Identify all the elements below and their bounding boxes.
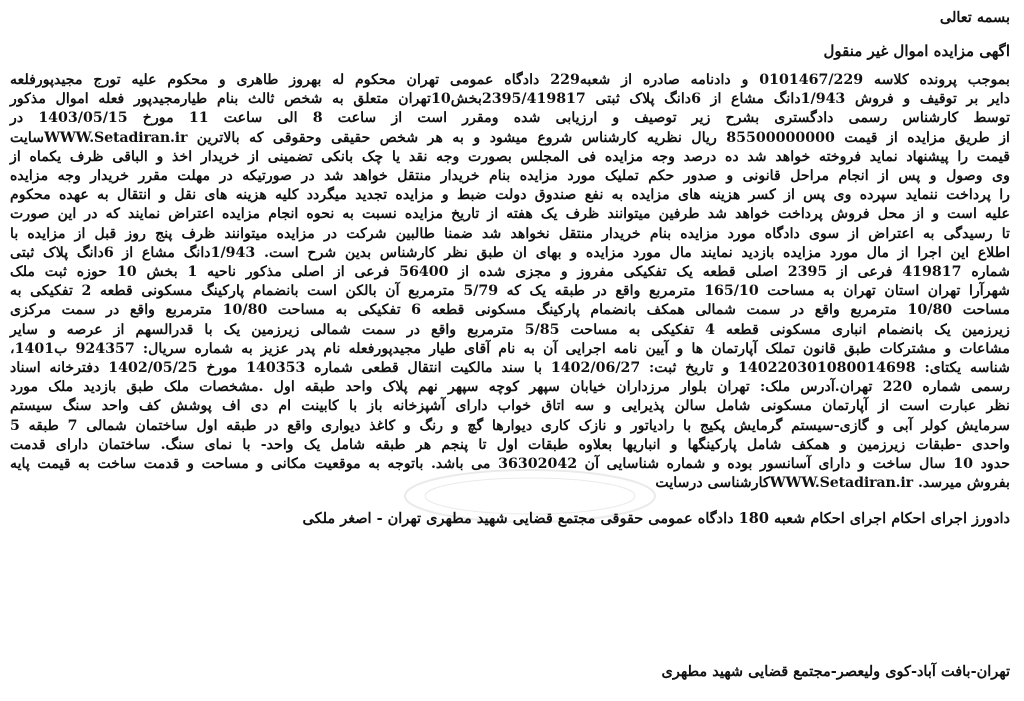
notice-title: اگهی مزایده اموال غیر منقول — [823, 42, 1010, 60]
body-line: رسمی شماره 220 تهران.آدرس ملک: تهران بلوار مرزداران خیابان سپهر کوچه سپهر نهم پلاک واحد طبقه اول .مشخصات ملک طبق بازدید ملک مورد — [10, 379, 1010, 396]
body-line: سرمایش کولر آبی و گازی-سیستم گرمایش پکیج با رادیاتور و نازک کاری دیوارها گچ و رنگ و کاغذ دیواری واقع در طبقه اول ساختمان شمالی 7 طبقه 5 — [10, 417, 1010, 434]
body-line: دایر بر توقیف و فروش 1/943دانگ مشاع از 6دانگ پلاک ثبتی 2395/419817بخش10تهران متعلق به شخص ثالث بنام طیارمجیدپور فعله اموال مذکور — [10, 91, 1010, 108]
body-line: علیه است و از محل فروش پرداخت خواهد شد طرفین میتوانند ظرف یک هفته از تاریخ مزایده نسبت به نحوه انجام مزایده اعتراض نمایند که در این صورت — [10, 206, 1010, 223]
signature-line: دادورز اجرای احکام اجرای احکام شعبه 180 دادگاه عمومی حقوقی مجتمع قضایی شهید مطهری تهران - اصغر ملکی — [302, 510, 1010, 528]
body-line: تا رسیدگی به اعتراض از سوی دادگاه مورد مزایده بنام خریدار منتقل نخواهد شد ضمنا طالبین شرکت در مزایده میتوانند ظرف پنج روز قبل از مزایده با — [10, 225, 1010, 242]
body-line: قیمت را پیشنهاد نماید فروخته خواهد شد ده درصد وجه مزایده فی المجلس بصورت وجه نقد یا چک بانکی تضمینی از خریدار اخذ و الباقی ظرف یکماه از — [10, 148, 1010, 165]
body-line: حدود 10 سال ساخت و دارای آسانسور بوده و شماره شناسایی آن 36302042 می باشد. باتوجه به موقعیت مکانی و مساحت و قدمت ساخت به قیمت پایه — [10, 456, 1010, 473]
body-line: نظر عبارت است از آپارتمان مسکونی شامل سالن پذیرایی و سه اتاق خواب دارای آشپزخانه باز با کابینت ام دی اف پوشش کف واحد سنگ سیستم — [10, 398, 1010, 415]
body-line: شهرآرا تهران استان تهران به مساحت 165/10 مترمربع واقع در طبقه یک که 5/79 مترمربع آن بالکن است بانضمام پارکینگ مسکونی قطعه 2 تفکیکی به — [10, 283, 1011, 300]
body-line: بموجب پرونده کلاسه 0101467/229 و دادنامه صادره از شعبه229 دادگاه عمومی تهران محکوم له بهروز طاهری و محکوم علیه تورج مجیدپورفلعه — [10, 72, 1010, 88]
body-line: زیرزمین یک بانضمام انباری مسکونی قطعه 4 تفکیکی به مساحت 5/85 مترمربع واقع در سمت شمالی زیرزمین یک با قدرالسهم از عرصه و سایر — [10, 321, 1010, 338]
body-line: مساحت 10/80 مترمربع واقع در سمت شمالی همکف بانضمام پارکینگ مسکونی قطعه 6 تفکیکی به مساحت 10/80 مترمربع واقع در سمت مرکزی — [10, 302, 1010, 319]
body-line: را پرداخت ننماید سپرده وی پس از کسر هزینه های مزایده به نفع صندوق دولت ضبط و مزایده تجدید میگردد کلیه هزینه های نقل و انتقال به عهده محکوم — [10, 187, 1010, 204]
basmala-heading: بسمه تعالی — [939, 9, 1010, 26]
body-line: توسط کارشناس رسمی دادگستری بشرح زیر توصیف و ارزیابی شده ومقرر است از ساعت 8 الی ساعت 11 مورخ 1403/05/15 در — [10, 110, 1011, 127]
notice-body — [10, 71, 1010, 493]
footer-address: تهران-بافت آباد-کوی ولیعصر-مجتمع قضایی شهید مطهری — [661, 663, 1010, 680]
body-line: از طریق مزایده از قیمت 85500000000 ریال نظریه کارشناس شروع میشود و به هر شخص حقیقی وحقوقی که بالاترین WWW.Setadiran.irسایت — [10, 129, 1010, 146]
body-line: اطلاع این اجرا از مال مورد مزایده بازدید نمایند مال مورد مزایده و بهای ان طبق نظر کارشناس بدین شرح است. 1/943دانگ مشاع از 6دانگ پلاک ثبتی — [10, 244, 1011, 261]
body-line: شناسه یکتای: 140220301080014698 و تاریخ ثبت: 1402/06/27 با سند مالکیت انتقال قطعی شماره 140353 مورخ 1402/05/25 دفترخانه اسناد — [10, 360, 1010, 377]
body-line: شماره 419817 فرعی از 2395 اصلی قطعه یک تفکیکی مفروز و مجزی شده از 56400 فرعی از اصلی مذکور ناحیه 1 بخش 10 حوزه ثبت ملک — [10, 264, 1011, 281]
body-line: بفروش میرسد. WWW.Setadiran.irکارشناسی درسایت — [655, 475, 1010, 492]
body-line: مشاعات و مشترکات طبق قانون تملک آپارتمان ها و آیین نامه اجرایی آن به نام آقای طیار مجیدپورفعله نام پدر عزیز به شماره سریال: 924357 ب1401، — [10, 340, 1010, 357]
body-line: وی وصول و پس از انجام مراحل قانونی و صدور حکم تملیک مورد مزایده بنام خریدار منتقل خواهد شد در صورتیکه در مهلت مقرر خریدار وجه مزایده — [10, 168, 1010, 185]
body-line: واحدی -طبقات زیرزمین و همکف شامل پارکینگها و انباریها بعلاوه طبقات اول تا پنجم هر طبقه شامل یک واحد- با نمای سنگ. ساختمان دارای قدمت — [10, 436, 1010, 453]
